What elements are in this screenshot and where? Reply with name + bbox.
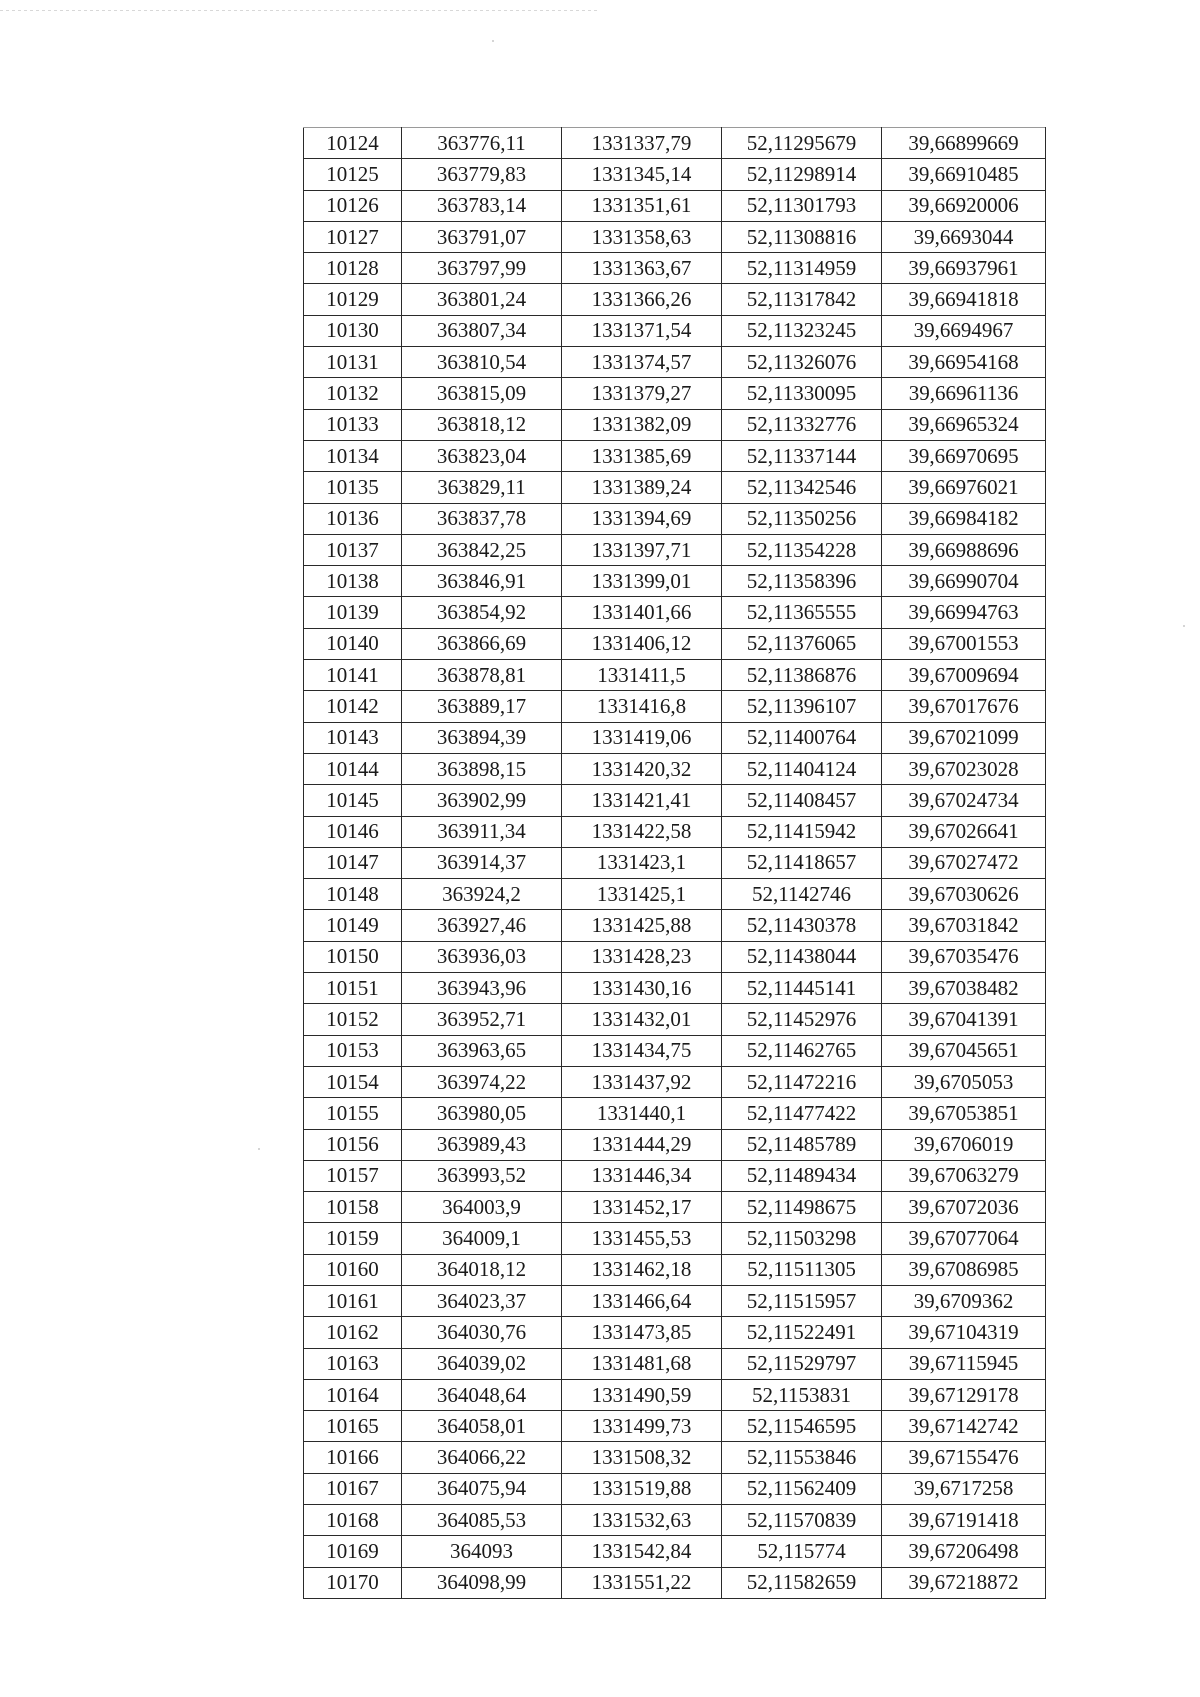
point-number-cell: 10129 <box>304 284 402 315</box>
y-coordinate-cell: 1331481,68 <box>562 1348 722 1379</box>
x-coordinate-cell: 363989,43 <box>402 1129 562 1160</box>
table-row <box>304 1004 1046 1035</box>
y-coordinate-cell: 1331430,16 <box>562 973 722 1004</box>
longitude-cell: 39,67023028 <box>882 753 1046 784</box>
x-coordinate-cell: 363974,22 <box>402 1066 562 1097</box>
table-row <box>304 1473 1046 1504</box>
x-coordinate-cell: 364023,37 <box>402 1285 562 1316</box>
y-coordinate-cell: 1331532,63 <box>562 1505 722 1536</box>
x-coordinate-cell: 363889,17 <box>402 691 562 722</box>
point-number-cell: 10163 <box>304 1348 402 1379</box>
table-row <box>304 1567 1046 1598</box>
longitude-cell: 39,66910485 <box>882 159 1046 190</box>
latitude-cell: 52,11462765 <box>722 1035 882 1066</box>
x-coordinate-cell: 364003,9 <box>402 1192 562 1223</box>
table-row <box>304 816 1046 847</box>
point-number-cell: 10139 <box>304 597 402 628</box>
x-coordinate-cell: 363854,92 <box>402 597 562 628</box>
point-number-cell: 10132 <box>304 378 402 409</box>
y-coordinate-cell: 1331499,73 <box>562 1411 722 1442</box>
latitude-cell: 52,11308816 <box>722 221 882 252</box>
y-coordinate-cell: 1331351,61 <box>562 190 722 221</box>
longitude-cell: 39,6693044 <box>882 221 1046 252</box>
x-coordinate-cell: 363911,34 <box>402 816 562 847</box>
latitude-cell: 52,1142746 <box>722 879 882 910</box>
latitude-cell: 52,11582659 <box>722 1567 882 1598</box>
y-coordinate-cell: 1331508,32 <box>562 1442 722 1473</box>
point-number-cell: 10155 <box>304 1098 402 1129</box>
point-number-cell: 10150 <box>304 941 402 972</box>
point-number-cell: 10167 <box>304 1473 402 1504</box>
point-number-cell: 10168 <box>304 1505 402 1536</box>
latitude-cell: 52,11404124 <box>722 753 882 784</box>
table-row <box>304 1348 1046 1379</box>
y-coordinate-cell: 1331411,5 <box>562 660 722 691</box>
x-coordinate-cell: 364048,64 <box>402 1379 562 1410</box>
table-row <box>304 1223 1046 1254</box>
y-coordinate-cell: 1331434,75 <box>562 1035 722 1066</box>
point-number-cell: 10161 <box>304 1285 402 1316</box>
table-row <box>304 1192 1046 1223</box>
table-row <box>304 847 1046 878</box>
table-row <box>304 284 1046 315</box>
x-coordinate-cell: 363797,99 <box>402 253 562 284</box>
point-number-cell: 10126 <box>304 190 402 221</box>
y-coordinate-cell: 1331446,34 <box>562 1160 722 1191</box>
longitude-cell: 39,67024734 <box>882 785 1046 816</box>
table-row <box>304 1411 1046 1442</box>
y-coordinate-cell: 1331420,32 <box>562 753 722 784</box>
y-coordinate-cell: 1331421,41 <box>562 785 722 816</box>
latitude-cell: 52,11376065 <box>722 628 882 659</box>
longitude-cell: 39,67077064 <box>882 1223 1046 1254</box>
x-coordinate-cell: 363914,37 <box>402 847 562 878</box>
x-coordinate-cell: 363963,65 <box>402 1035 562 1066</box>
longitude-cell: 39,66954168 <box>882 347 1046 378</box>
x-coordinate-cell: 364085,53 <box>402 1505 562 1536</box>
longitude-cell: 39,67129178 <box>882 1379 1046 1410</box>
x-coordinate-cell: 364075,94 <box>402 1473 562 1504</box>
x-coordinate-cell: 363842,25 <box>402 534 562 565</box>
y-coordinate-cell: 1331345,14 <box>562 159 722 190</box>
longitude-cell: 39,67191418 <box>882 1505 1046 1536</box>
longitude-cell: 39,67206498 <box>882 1536 1046 1567</box>
point-number-cell: 10136 <box>304 503 402 534</box>
y-coordinate-cell: 1331382,09 <box>562 409 722 440</box>
longitude-cell: 39,67027472 <box>882 847 1046 878</box>
point-number-cell: 10170 <box>304 1567 402 1598</box>
x-coordinate-cell: 364058,01 <box>402 1411 562 1442</box>
x-coordinate-cell: 363898,15 <box>402 753 562 784</box>
longitude-cell: 39,67026641 <box>882 816 1046 847</box>
x-coordinate-cell: 363823,04 <box>402 440 562 471</box>
latitude-cell: 52,11546595 <box>722 1411 882 1442</box>
point-number-cell: 10169 <box>304 1536 402 1567</box>
table-row <box>304 440 1046 471</box>
y-coordinate-cell: 1331425,1 <box>562 879 722 910</box>
latitude-cell: 52,11498675 <box>722 1192 882 1223</box>
table-row <box>304 879 1046 910</box>
point-number-cell: 10164 <box>304 1379 402 1410</box>
y-coordinate-cell: 1331466,64 <box>562 1285 722 1316</box>
latitude-cell: 52,1153831 <box>722 1379 882 1410</box>
table-row <box>304 159 1046 190</box>
latitude-cell: 52,11330095 <box>722 378 882 409</box>
latitude-cell: 52,11400764 <box>722 722 882 753</box>
point-number-cell: 10135 <box>304 472 402 503</box>
longitude-cell: 39,67104319 <box>882 1317 1046 1348</box>
point-number-cell: 10124 <box>304 128 402 159</box>
table-row <box>304 534 1046 565</box>
point-number-cell: 10165 <box>304 1411 402 1442</box>
longitude-cell: 39,67155476 <box>882 1442 1046 1473</box>
table-row <box>304 1066 1046 1097</box>
point-number-cell: 10127 <box>304 221 402 252</box>
latitude-cell: 52,11396107 <box>722 691 882 722</box>
y-coordinate-cell: 1331440,1 <box>562 1098 722 1129</box>
table-row <box>304 128 1046 159</box>
longitude-cell: 39,6706019 <box>882 1129 1046 1160</box>
y-coordinate-cell: 1331389,24 <box>562 472 722 503</box>
y-coordinate-cell: 1331358,63 <box>562 221 722 252</box>
point-number-cell: 10158 <box>304 1192 402 1223</box>
latitude-cell: 52,11452976 <box>722 1004 882 1035</box>
longitude-cell: 39,66988696 <box>882 534 1046 565</box>
latitude-cell: 52,11314959 <box>722 253 882 284</box>
y-coordinate-cell: 1331473,85 <box>562 1317 722 1348</box>
table-row <box>304 785 1046 816</box>
x-coordinate-cell: 364039,02 <box>402 1348 562 1379</box>
longitude-cell: 39,66965324 <box>882 409 1046 440</box>
point-number-cell: 10138 <box>304 566 402 597</box>
table-row <box>304 1379 1046 1410</box>
longitude-cell: 39,67142742 <box>882 1411 1046 1442</box>
longitude-cell: 39,6709362 <box>882 1285 1046 1316</box>
latitude-cell: 52,11415942 <box>722 816 882 847</box>
longitude-cell: 39,67031842 <box>882 910 1046 941</box>
latitude-cell: 52,11522491 <box>722 1317 882 1348</box>
y-coordinate-cell: 1331394,69 <box>562 503 722 534</box>
latitude-cell: 52,11529797 <box>722 1348 882 1379</box>
scan-artifact-line <box>0 10 600 11</box>
x-coordinate-cell: 363791,07 <box>402 221 562 252</box>
latitude-cell: 52,11472216 <box>722 1066 882 1097</box>
y-coordinate-cell: 1331401,66 <box>562 597 722 628</box>
x-coordinate-cell: 363837,78 <box>402 503 562 534</box>
longitude-cell: 39,66961136 <box>882 378 1046 409</box>
x-coordinate-cell: 363866,69 <box>402 628 562 659</box>
coordinates-table-body <box>304 128 1046 1599</box>
point-number-cell: 10147 <box>304 847 402 878</box>
longitude-cell: 39,67017676 <box>882 691 1046 722</box>
x-coordinate-cell: 364098,99 <box>402 1567 562 1598</box>
table-row <box>304 753 1046 784</box>
x-coordinate-cell: 363952,71 <box>402 1004 562 1035</box>
point-number-cell: 10157 <box>304 1160 402 1191</box>
point-number-cell: 10128 <box>304 253 402 284</box>
y-coordinate-cell: 1331363,67 <box>562 253 722 284</box>
longitude-cell: 39,67035476 <box>882 941 1046 972</box>
y-coordinate-cell: 1331379,27 <box>562 378 722 409</box>
x-coordinate-cell: 363815,09 <box>402 378 562 409</box>
point-number-cell: 10146 <box>304 816 402 847</box>
latitude-cell: 52,11358396 <box>722 566 882 597</box>
latitude-cell: 52,11515957 <box>722 1285 882 1316</box>
point-number-cell: 10141 <box>304 660 402 691</box>
longitude-cell: 39,66970695 <box>882 440 1046 471</box>
point-number-cell: 10130 <box>304 315 402 346</box>
latitude-cell: 52,11445141 <box>722 973 882 1004</box>
longitude-cell: 39,67115945 <box>882 1348 1046 1379</box>
longitude-cell: 39,67045651 <box>882 1035 1046 1066</box>
table-row <box>304 1285 1046 1316</box>
latitude-cell: 52,11418657 <box>722 847 882 878</box>
table-row <box>304 660 1046 691</box>
y-coordinate-cell: 1331337,79 <box>562 128 722 159</box>
longitude-cell: 39,66941818 <box>882 284 1046 315</box>
y-coordinate-cell: 1331423,1 <box>562 847 722 878</box>
table-row <box>304 1160 1046 1191</box>
latitude-cell: 52,11477422 <box>722 1098 882 1129</box>
table-row <box>304 472 1046 503</box>
table-row <box>304 1254 1046 1285</box>
table-row <box>304 941 1046 972</box>
latitude-cell: 52,11350256 <box>722 503 882 534</box>
latitude-cell: 52,11295679 <box>722 128 882 159</box>
y-coordinate-cell: 1331422,58 <box>562 816 722 847</box>
longitude-cell: 39,67218872 <box>882 1567 1046 1598</box>
latitude-cell: 52,11323245 <box>722 315 882 346</box>
y-coordinate-cell: 1331399,01 <box>562 566 722 597</box>
point-number-cell: 10134 <box>304 440 402 471</box>
longitude-cell: 39,67030626 <box>882 879 1046 910</box>
y-coordinate-cell: 1331374,57 <box>562 347 722 378</box>
coordinates-table <box>303 127 1046 1599</box>
longitude-cell: 39,67041391 <box>882 1004 1046 1035</box>
longitude-cell: 39,67038482 <box>882 973 1046 1004</box>
latitude-cell: 52,11354228 <box>722 534 882 565</box>
latitude-cell: 52,11301793 <box>722 190 882 221</box>
x-coordinate-cell: 363807,34 <box>402 315 562 346</box>
x-coordinate-cell: 363829,11 <box>402 472 562 503</box>
point-number-cell: 10152 <box>304 1004 402 1035</box>
table-row <box>304 628 1046 659</box>
point-number-cell: 10142 <box>304 691 402 722</box>
x-coordinate-cell: 363801,24 <box>402 284 562 315</box>
y-coordinate-cell: 1331432,01 <box>562 1004 722 1035</box>
point-number-cell: 10133 <box>304 409 402 440</box>
point-number-cell: 10148 <box>304 879 402 910</box>
x-coordinate-cell: 364009,1 <box>402 1223 562 1254</box>
table-row <box>304 378 1046 409</box>
longitude-cell: 39,67053851 <box>882 1098 1046 1129</box>
scan-speck <box>258 1148 260 1150</box>
table-row <box>304 566 1046 597</box>
table-row <box>304 973 1046 1004</box>
y-coordinate-cell: 1331455,53 <box>562 1223 722 1254</box>
x-coordinate-cell: 363818,12 <box>402 409 562 440</box>
longitude-cell: 39,6717258 <box>882 1473 1046 1504</box>
point-number-cell: 10131 <box>304 347 402 378</box>
longitude-cell: 39,66990704 <box>882 566 1046 597</box>
x-coordinate-cell: 364093 <box>402 1536 562 1567</box>
x-coordinate-cell: 363783,14 <box>402 190 562 221</box>
y-coordinate-cell: 1331444,29 <box>562 1129 722 1160</box>
latitude-cell: 52,11503298 <box>722 1223 882 1254</box>
y-coordinate-cell: 1331428,23 <box>562 941 722 972</box>
latitude-cell: 52,11298914 <box>722 159 882 190</box>
latitude-cell: 52,11317842 <box>722 284 882 315</box>
latitude-cell: 52,11553846 <box>722 1442 882 1473</box>
x-coordinate-cell: 363779,83 <box>402 159 562 190</box>
table-row <box>304 1035 1046 1066</box>
latitude-cell: 52,11562409 <box>722 1473 882 1504</box>
y-coordinate-cell: 1331437,92 <box>562 1066 722 1097</box>
point-number-cell: 10151 <box>304 973 402 1004</box>
y-coordinate-cell: 1331551,22 <box>562 1567 722 1598</box>
x-coordinate-cell: 363927,46 <box>402 910 562 941</box>
point-number-cell: 10145 <box>304 785 402 816</box>
y-coordinate-cell: 1331366,26 <box>562 284 722 315</box>
x-coordinate-cell: 364066,22 <box>402 1442 562 1473</box>
table-row <box>304 253 1046 284</box>
y-coordinate-cell: 1331419,06 <box>562 722 722 753</box>
point-number-cell: 10159 <box>304 1223 402 1254</box>
longitude-cell: 39,66920006 <box>882 190 1046 221</box>
x-coordinate-cell: 364018,12 <box>402 1254 562 1285</box>
y-coordinate-cell: 1331542,84 <box>562 1536 722 1567</box>
latitude-cell: 52,11408457 <box>722 785 882 816</box>
longitude-cell: 39,67021099 <box>882 722 1046 753</box>
table-row <box>304 409 1046 440</box>
longitude-cell: 39,67072036 <box>882 1192 1046 1223</box>
table-row <box>304 1505 1046 1536</box>
y-coordinate-cell: 1331462,18 <box>562 1254 722 1285</box>
table-row <box>304 315 1046 346</box>
x-coordinate-cell: 363902,99 <box>402 785 562 816</box>
x-coordinate-cell: 363980,05 <box>402 1098 562 1129</box>
table-row <box>304 503 1046 534</box>
latitude-cell: 52,11365555 <box>722 597 882 628</box>
latitude-cell: 52,11430378 <box>722 910 882 941</box>
y-coordinate-cell: 1331406,12 <box>562 628 722 659</box>
point-number-cell: 10125 <box>304 159 402 190</box>
table-row <box>304 1129 1046 1160</box>
latitude-cell: 52,11438044 <box>722 941 882 972</box>
latitude-cell: 52,11342546 <box>722 472 882 503</box>
x-coordinate-cell: 363943,96 <box>402 973 562 1004</box>
y-coordinate-cell: 1331397,71 <box>562 534 722 565</box>
point-number-cell: 10144 <box>304 753 402 784</box>
latitude-cell: 52,11332776 <box>722 409 882 440</box>
table-row <box>304 910 1046 941</box>
longitude-cell: 39,67009694 <box>882 660 1046 691</box>
point-number-cell: 10154 <box>304 1066 402 1097</box>
table-row <box>304 691 1046 722</box>
longitude-cell: 39,66937961 <box>882 253 1046 284</box>
y-coordinate-cell: 1331519,88 <box>562 1473 722 1504</box>
x-coordinate-cell: 364030,76 <box>402 1317 562 1348</box>
x-coordinate-cell: 363894,39 <box>402 722 562 753</box>
y-coordinate-cell: 1331452,17 <box>562 1192 722 1223</box>
latitude-cell: 52,11326076 <box>722 347 882 378</box>
latitude-cell: 52,11570839 <box>722 1505 882 1536</box>
x-coordinate-cell: 363993,52 <box>402 1160 562 1191</box>
latitude-cell: 52,11386876 <box>722 660 882 691</box>
point-number-cell: 10153 <box>304 1035 402 1066</box>
point-number-cell: 10140 <box>304 628 402 659</box>
latitude-cell: 52,11485789 <box>722 1129 882 1160</box>
y-coordinate-cell: 1331425,88 <box>562 910 722 941</box>
table-row <box>304 1317 1046 1348</box>
latitude-cell: 52,115774 <box>722 1536 882 1567</box>
longitude-cell: 39,6705053 <box>882 1066 1046 1097</box>
x-coordinate-cell: 363776,11 <box>402 128 562 159</box>
x-coordinate-cell: 363878,81 <box>402 660 562 691</box>
scan-speck <box>1183 625 1185 627</box>
table-row <box>304 1536 1046 1567</box>
latitude-cell: 52,11511305 <box>722 1254 882 1285</box>
table-row <box>304 190 1046 221</box>
x-coordinate-cell: 363810,54 <box>402 347 562 378</box>
longitude-cell: 39,66976021 <box>882 472 1046 503</box>
point-number-cell: 10166 <box>304 1442 402 1473</box>
table-row <box>304 221 1046 252</box>
y-coordinate-cell: 1331490,59 <box>562 1379 722 1410</box>
longitude-cell: 39,66899669 <box>882 128 1046 159</box>
table-row <box>304 1442 1046 1473</box>
point-number-cell: 10137 <box>304 534 402 565</box>
point-number-cell: 10156 <box>304 1129 402 1160</box>
table-row <box>304 1098 1046 1129</box>
point-number-cell: 10143 <box>304 722 402 753</box>
table-row <box>304 722 1046 753</box>
longitude-cell: 39,67086985 <box>882 1254 1046 1285</box>
x-coordinate-cell: 363936,03 <box>402 941 562 972</box>
point-number-cell: 10160 <box>304 1254 402 1285</box>
longitude-cell: 39,6694967 <box>882 315 1046 346</box>
y-coordinate-cell: 1331416,8 <box>562 691 722 722</box>
longitude-cell: 39,66994763 <box>882 597 1046 628</box>
latitude-cell: 52,11337144 <box>722 440 882 471</box>
x-coordinate-cell: 363924,2 <box>402 879 562 910</box>
point-number-cell: 10149 <box>304 910 402 941</box>
table-row <box>304 597 1046 628</box>
y-coordinate-cell: 1331385,69 <box>562 440 722 471</box>
point-number-cell: 10162 <box>304 1317 402 1348</box>
longitude-cell: 39,67001553 <box>882 628 1046 659</box>
x-coordinate-cell: 363846,91 <box>402 566 562 597</box>
scan-speck <box>492 40 494 42</box>
table-row <box>304 347 1046 378</box>
longitude-cell: 39,66984182 <box>882 503 1046 534</box>
longitude-cell: 39,67063279 <box>882 1160 1046 1191</box>
latitude-cell: 52,11489434 <box>722 1160 882 1191</box>
y-coordinate-cell: 1331371,54 <box>562 315 722 346</box>
